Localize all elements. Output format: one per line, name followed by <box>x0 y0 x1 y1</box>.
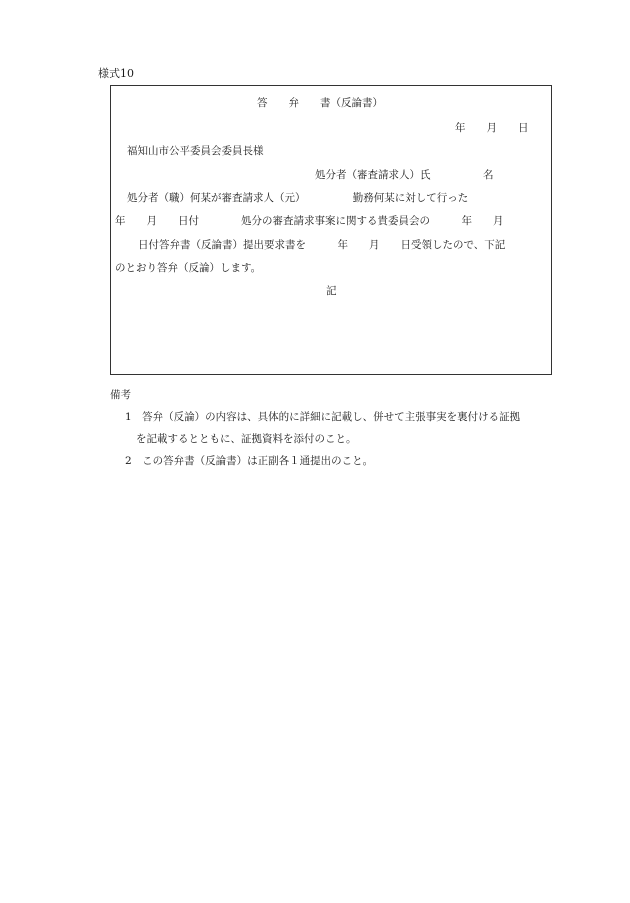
form-number-label: 様式10 <box>98 67 134 80</box>
date-line: 年 月 日 <box>455 122 529 134</box>
notes-heading: 備考 <box>110 389 131 401</box>
note-item-continuation: を記載するとともに、証拠資料を添付のこと。 <box>136 433 357 445</box>
body-line: のとおり答弁（反論）します。 <box>115 262 262 274</box>
body-line: 処分者（職）何某が審査請求人（元） 勤務何某に対して行った <box>127 192 469 204</box>
body-line: 年 月 日付 処分の審査請求事案に関する貴委員会の 年 月 <box>115 215 504 227</box>
submitter-name-line: 処分者（審査請求人）氏 名 <box>315 169 494 181</box>
addressee: 福知山市公平委員会委員長様 <box>127 145 264 157</box>
note-item: 2 この答弁書（反論書）は正副各１通提出のこと。 <box>125 455 374 467</box>
ki-heading: 記 <box>326 285 337 297</box>
body-line: 日付答弁書（反論書）提出要求書を 年 月 日受領したので、下記 <box>138 239 506 251</box>
note-item: 1 答弁（反論）の内容は、具体的に詳細に記載し、併せて主張事実を裏付ける証拠 <box>125 411 521 423</box>
document-title: 答 弁 書（反論書） <box>257 97 383 109</box>
